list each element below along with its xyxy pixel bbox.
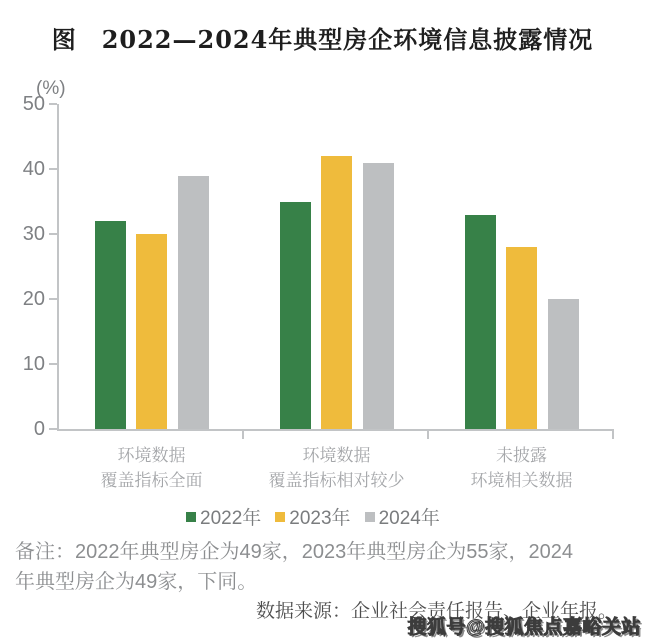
y-tick-mark [49, 168, 57, 170]
x-tick-mark [427, 429, 429, 439]
x-tick-mark [612, 429, 614, 439]
bar [136, 234, 167, 429]
chart-title: 图 2022—2024年典型房企环境信息披露情况 [51, 25, 594, 54]
legend-label: 2022年 [200, 508, 262, 529]
legend-label: 2023年 [289, 508, 351, 529]
bar [95, 221, 126, 429]
bar [465, 215, 496, 430]
bar [178, 176, 209, 430]
category-label [412, 443, 632, 493]
footnote-line-1: 备注：2022年典型房企为49家，2023年典型房企为55家，2024 [15, 541, 573, 563]
category-label-line1: 未披露 [496, 446, 547, 465]
legend-label: 2024年 [378, 508, 440, 529]
y-tick-label: 40 [22, 158, 45, 180]
y-tick-label: 50 [22, 93, 45, 115]
y-tick-label: 0 [33, 418, 45, 440]
data-source: 数据来源：企业社会责任报告、企业年报。 [256, 600, 618, 622]
y-tick-mark [49, 428, 57, 430]
x-tick-mark [242, 429, 244, 439]
bar [506, 247, 537, 429]
legend-swatch [186, 512, 196, 522]
legend-swatch [365, 512, 375, 522]
y-tick-label: 20 [22, 288, 45, 310]
bar [321, 156, 352, 429]
legend [186, 503, 440, 530]
watermark: 搜狐号@搜狐焦点嘉峪关站 [407, 617, 641, 638]
plot-area [22, 93, 614, 490]
y-tick-mark [49, 103, 57, 105]
category-label-line2: 覆盖指标相对较少 [268, 471, 405, 490]
y-tick-label: 10 [22, 353, 45, 375]
legend-item [186, 503, 261, 530]
bar [363, 163, 394, 430]
y-tick-mark [49, 298, 57, 300]
legend-item [275, 503, 350, 530]
category-label-line1: 环境数据 [302, 446, 371, 465]
y-tick-label: 30 [22, 223, 45, 245]
category-label-line2: 环境相关数据 [470, 471, 573, 490]
bar [280, 202, 311, 430]
footnote [15, 537, 640, 597]
y-tick-mark [49, 363, 57, 365]
legend-item [365, 503, 440, 530]
category-label-line2: 覆盖指标全面 [100, 471, 203, 490]
y-tick-mark [49, 233, 57, 235]
legend-swatch [275, 512, 285, 522]
bar [548, 299, 579, 429]
category-label-line1: 环境数据 [117, 446, 186, 465]
footnote-line-2: 年典型房企为49家，下同。 [15, 571, 258, 593]
y-axis-unit-label: (%) [36, 78, 66, 99]
